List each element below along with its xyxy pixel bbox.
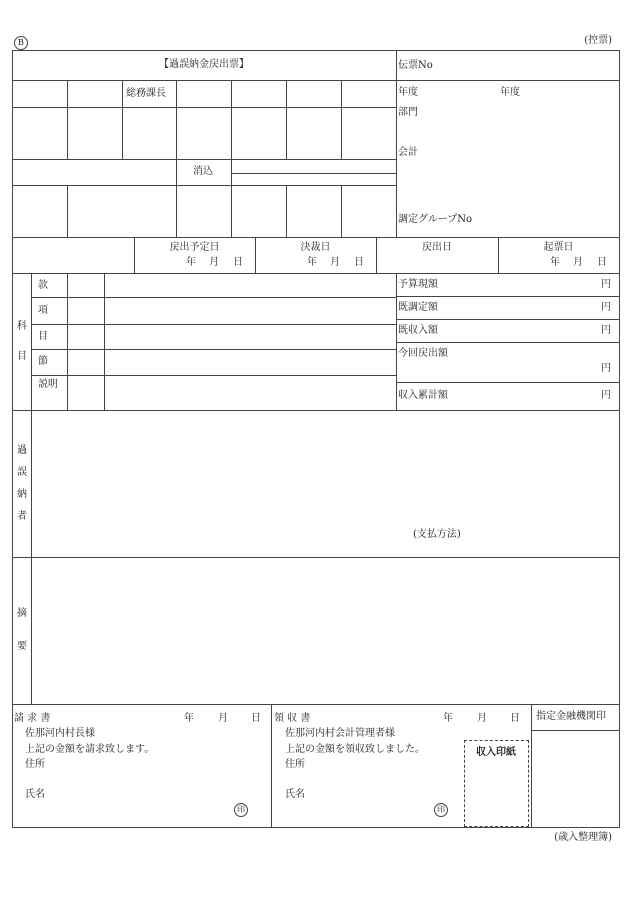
adjusted-yen: 円	[601, 302, 611, 313]
top-center-divider	[396, 50, 397, 237]
form-right-border	[619, 50, 620, 827]
planned-date-label: 戻出予定日	[169, 242, 220, 253]
planned-date-day: 日	[233, 257, 243, 268]
erase-row-line-1	[231, 173, 396, 174]
revenue-stamp-label: 収入印紙	[476, 747, 516, 758]
subject-row-setsu: 節	[38, 356, 48, 367]
issue-date-year: 年	[550, 257, 560, 268]
approval-col-3	[176, 80, 177, 160]
subject-row-kan: 款	[38, 280, 48, 291]
subject-row-line-4	[31, 375, 396, 376]
side-label-column-line	[31, 273, 32, 704]
subject-bottom-line	[12, 410, 620, 411]
approval-row-line-2	[12, 159, 396, 160]
claim-name-label: 氏名	[25, 789, 45, 800]
department-label: 部門	[398, 107, 418, 118]
header-divider	[12, 80, 620, 81]
bottom-approval-col-4	[286, 185, 287, 237]
approval-col-2	[122, 80, 123, 160]
subject-side-label-1: 科	[17, 321, 27, 332]
receipt-addressee: 佐那河内村会計管理者様	[285, 728, 395, 739]
receipt-bank-divider	[531, 704, 532, 827]
claim-title: 請 求 書	[14, 713, 51, 724]
decision-date-month: 月	[330, 257, 340, 268]
subject-row-moku: 目	[38, 331, 48, 342]
approval-col-6	[341, 80, 342, 160]
fiscal-year-label-2: 年度	[500, 87, 520, 98]
bottom-approval-col-5	[341, 185, 342, 237]
approval-row-line-1	[12, 107, 396, 108]
approval-col-5	[286, 80, 287, 160]
summary-bottom-line	[12, 704, 620, 705]
claim-addressee: 佐那河内村長様	[25, 728, 95, 739]
payment-method-label: (支払方法)	[413, 529, 461, 540]
receipt-day: 日	[510, 713, 520, 724]
planned-date-month: 月	[209, 257, 219, 268]
cumulative-amount-label: 収入累計額	[398, 390, 448, 401]
decision-date-label: 決裁日	[300, 242, 331, 253]
summary-side-label-1: 摘	[17, 608, 27, 619]
payer-side-label-4: 者	[17, 511, 27, 522]
receipt-name-label: 氏名	[285, 789, 305, 800]
circle-b-mark: B	[14, 36, 28, 50]
summary-side-label-2: 要	[17, 641, 27, 652]
receipt-title: 領 収 書	[274, 713, 311, 724]
bottom-approval-col-3	[231, 159, 232, 237]
claim-address-label: 住所	[25, 759, 45, 770]
receipt-month: 月	[477, 713, 487, 724]
form-title: 【過誤納金戻出票】	[159, 59, 249, 70]
received-amount-label: 既収入額	[398, 325, 438, 336]
payer-side-label-1: 過	[17, 445, 27, 456]
adjusted-amount-label: 既調定額	[398, 302, 438, 313]
receipt-statement: 上記の金額を領収致しました。	[285, 744, 425, 755]
decision-date-year: 年	[307, 257, 317, 268]
account-label: 会計	[398, 147, 418, 158]
claim-month: 月	[218, 713, 228, 724]
budget-yen: 円	[601, 279, 611, 290]
issue-date-day: 日	[597, 257, 607, 268]
claim-seal-mark: 印	[234, 803, 248, 817]
erase-row-line-2	[12, 185, 396, 186]
this-return-amount-label: 今回戻出額	[398, 348, 448, 359]
dates-top-line	[12, 237, 620, 238]
decision-date-day: 日	[354, 257, 364, 268]
cumulative-yen: 円	[601, 390, 611, 401]
bottom-approval-col-1	[67, 185, 68, 237]
issue-date-month: 月	[573, 257, 583, 268]
subject-row-line-2	[31, 324, 396, 325]
approval-col-1	[67, 80, 68, 160]
planned-date-year: 年	[186, 257, 196, 268]
bank-label-line	[531, 730, 620, 731]
subject-row-kou: 項	[38, 305, 48, 316]
payer-side-label-2: 誤	[17, 467, 27, 478]
amount-row-line-2	[396, 319, 620, 320]
claim-year: 年	[184, 713, 194, 724]
payer-side-label-3: 納	[17, 489, 27, 500]
subject-row-description: 説明	[38, 379, 58, 390]
erase-label: 消込	[193, 166, 213, 177]
subject-row-line-1	[31, 297, 396, 298]
designated-bank-seal-label: 指定金融機関印	[536, 711, 606, 722]
claim-statement: 上記の金額を請求致します。	[25, 744, 155, 755]
budget-amount-label: 予算現額	[398, 279, 438, 290]
form-top-border	[12, 50, 620, 51]
subject-col-1	[67, 273, 68, 410]
subject-col-2	[104, 273, 105, 410]
amount-row-line-3	[396, 342, 620, 343]
form-bottom-border	[12, 827, 620, 828]
general-manager-label: 総務課長	[126, 88, 166, 99]
this-return-yen: 円	[601, 363, 611, 374]
payer-bottom-line	[12, 557, 620, 558]
issue-date-label: 起票日	[543, 242, 574, 253]
received-yen: 円	[601, 325, 611, 336]
return-date-label: 戻出日	[422, 242, 452, 253]
form-left-border	[12, 50, 13, 827]
receipt-year: 年	[443, 713, 453, 724]
adjust-group-label: 調定グループNo	[398, 214, 472, 225]
bottom-approval-col-2	[176, 159, 177, 237]
subject-side-label-2: 目	[17, 351, 27, 362]
claim-day: 日	[251, 713, 261, 724]
copy-label: (控票)	[584, 35, 612, 46]
amount-row-line-4	[396, 382, 620, 383]
slip-no-label: 伝票No	[398, 60, 433, 71]
subject-row-line-3	[31, 349, 396, 350]
receipt-address-label: 住所	[285, 759, 305, 770]
ledger-label: (歳入整理簿)	[554, 832, 612, 843]
approval-col-4	[231, 80, 232, 160]
fiscal-year-label: 年度	[398, 87, 418, 98]
claim-receipt-divider	[271, 704, 272, 827]
amount-row-line-1	[396, 296, 620, 297]
receipt-seal-mark: 印	[434, 803, 448, 817]
